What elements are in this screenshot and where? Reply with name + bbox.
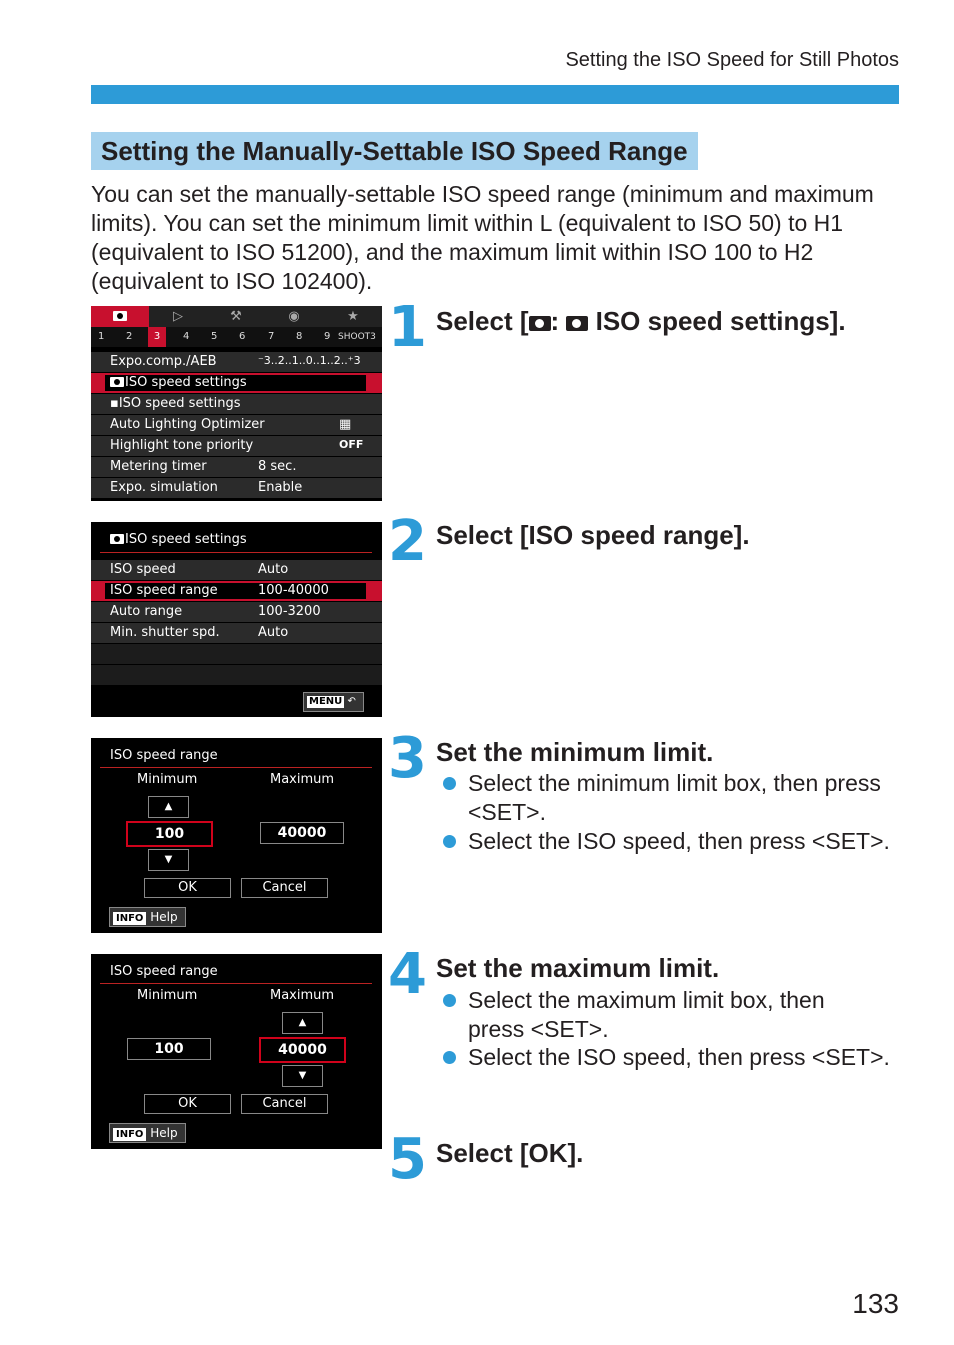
step-3-bullet: Select the minimum limit box, then press <SET>.	[443, 769, 903, 827]
menu-row-expo-comp[interactable]	[91, 352, 382, 373]
running-header: Setting the ISO Speed for Still Photos	[565, 49, 899, 71]
camera-icon	[566, 316, 588, 331]
movie-icon: ▪	[110, 396, 119, 411]
step-2-heading: Select [ISO speed range].	[436, 520, 750, 550]
section-title: Setting the Manually-Settable ISO Speed Range	[91, 132, 698, 170]
bullet-icon	[443, 1051, 456, 1064]
page-num[interactable]: 5	[211, 331, 218, 342]
max-value-box[interactable]: 40000	[259, 1037, 346, 1063]
row-label: ▪ISO speed settings	[110, 396, 241, 411]
star-tab-icon[interactable]: ★	[347, 309, 359, 324]
row-value: Auto	[258, 562, 289, 577]
row-label: Expo.comp./AEB	[110, 354, 217, 369]
row-value: ⁻3..2..1..0..1..2..⁺3	[258, 354, 361, 367]
cancel-button[interactable]: Cancel	[241, 1094, 328, 1114]
header-bar	[91, 85, 899, 104]
info-help-button[interactable]: INFO Help	[109, 907, 186, 927]
ok-button[interactable]: OK	[144, 878, 231, 898]
step-4-bullet: Select the ISO speed, then press <SET>.	[443, 1043, 903, 1101]
bullet-icon	[443, 835, 456, 848]
row-label: Expo. simulation	[110, 480, 218, 495]
max-up-arrow-icon[interactable]: ▲	[282, 1012, 323, 1034]
row-value: Enable	[258, 480, 303, 495]
step-4-bullet: Select the maximum limit box, then press <SET>.	[443, 986, 903, 1044]
minimum-label: Minimum	[137, 988, 198, 1003]
menu-row-movie-iso-settings[interactable]	[91, 394, 382, 415]
row-value: OFF	[339, 438, 364, 451]
row-value: 8 sec.	[258, 459, 297, 474]
step-5-heading: Select [OK].	[436, 1138, 584, 1168]
step-3-bullet: Select the ISO speed, then press <SET>.	[443, 827, 903, 885]
menu-tab-row	[91, 306, 382, 327]
bullet-icon	[443, 777, 456, 790]
step-number-2: 2	[388, 509, 427, 574]
page-num[interactable]: 1	[98, 331, 105, 342]
bullet-icon	[443, 994, 456, 1007]
title-divider	[100, 767, 372, 768]
alo-icon: ▦	[339, 417, 352, 432]
step-number-5: 5	[388, 1127, 427, 1192]
screen-iso-speed-settings	[91, 522, 382, 717]
step-number-3: 3	[388, 726, 427, 791]
menu-row-auto-range[interactable]	[91, 602, 382, 623]
maximum-label: Maximum	[270, 772, 335, 787]
row-label: ISO speed	[110, 562, 176, 577]
cancel-button[interactable]: Cancel	[241, 878, 328, 898]
page-num[interactable]: 7	[268, 331, 275, 342]
ok-button[interactable]: OK	[144, 1094, 231, 1114]
menu-row-empty	[91, 665, 382, 686]
row-value: 100-3200	[258, 604, 321, 619]
max-down-arrow-icon[interactable]: ▼	[282, 1065, 323, 1087]
row-label: Min. shutter spd.	[110, 625, 220, 640]
min-value-box[interactable]: 100	[126, 821, 213, 847]
page-label: SHOOT3	[338, 332, 376, 342]
menu-row-empty	[91, 644, 382, 665]
menu-page-numbers	[91, 327, 382, 347]
row-value: Auto	[258, 625, 289, 640]
back-arrow-icon: ↶	[347, 696, 356, 707]
page-num[interactable]: 2	[126, 331, 133, 342]
screen-iso-range-min	[91, 738, 382, 933]
menu-row-iso-speed-range-selected[interactable]	[91, 581, 382, 602]
menu-row-iso-speed[interactable]	[91, 560, 382, 581]
step-4-heading: Set the maximum limit.	[436, 953, 720, 983]
row-label: ISO speed range	[110, 583, 218, 598]
camera-icon	[110, 377, 124, 387]
min-up-arrow-icon[interactable]: ▲	[148, 796, 189, 818]
screen-title: ISO speed range	[110, 964, 218, 979]
max-value-box[interactable]: 40000	[260, 822, 344, 844]
menu-row-min-shutter[interactable]	[91, 623, 382, 644]
row-label: Auto range	[110, 604, 183, 619]
row-value: 100-40000	[258, 583, 329, 598]
page-number: 133	[852, 1288, 899, 1319]
row-label: Auto Lighting Optimizer	[110, 417, 265, 432]
camera-icon	[110, 534, 124, 544]
row-label: Highlight tone priority	[110, 438, 254, 453]
menu-row-highlight-tone[interactable]	[91, 436, 382, 457]
page-num[interactable]: 8	[296, 331, 303, 342]
maximum-label: Maximum	[270, 988, 335, 1003]
menu-back-button[interactable]: MENU ↶	[303, 692, 364, 712]
menu-row-metering-timer[interactable]	[91, 457, 382, 478]
title-divider	[100, 983, 372, 984]
screen-title: ISO speed range	[110, 748, 218, 763]
camera-icon	[529, 316, 551, 331]
step-1-heading: Select [ : ISO speed settings].	[436, 306, 846, 336]
intro-paragraph: You can set the manually-settable ISO speed range (minimum and maximum limits). You can set the minimum limit within L (equivalent to ISO 50) to H1 (equivalent to ISO 51200), and the maximum limit within ISO 100 to H2 (equivalent to ISO 102400).	[91, 181, 874, 294]
info-help-button[interactable]: INFO Help	[109, 1123, 186, 1143]
menu-row-auto-lighting[interactable]	[91, 415, 382, 436]
menu-row-expo-simulation[interactable]	[91, 478, 382, 499]
custom-tab-icon[interactable]: ◉	[288, 309, 300, 324]
row-label: Metering timer	[110, 459, 207, 474]
step-3-heading: Set the minimum limit.	[436, 737, 714, 767]
page-num[interactable]: 4	[183, 331, 190, 342]
menu-row-iso-speed-settings-selected[interactable]	[91, 373, 382, 394]
min-down-arrow-icon[interactable]: ▼	[148, 849, 189, 871]
screen-title: ISO speed settings	[110, 532, 247, 547]
row-label: ISO speed settings	[110, 375, 247, 390]
camera-tab-icon[interactable]	[91, 306, 149, 327]
play-tab-icon[interactable]: ▷	[173, 309, 183, 324]
page-num[interactable]: 6	[239, 331, 246, 342]
min-value-box[interactable]: 100	[127, 1038, 211, 1060]
minimum-label: Minimum	[137, 772, 198, 787]
wrench-tab-icon[interactable]: ⚒	[230, 309, 242, 324]
page-num-active[interactable]: 3	[148, 327, 166, 347]
page-num[interactable]: 9	[324, 331, 331, 342]
title-divider	[100, 552, 372, 553]
step-number-1: 1	[388, 295, 427, 360]
step-number-4: 4	[388, 942, 427, 1007]
screen-iso-range-max	[91, 954, 382, 1149]
screen-shoot3-menu	[91, 306, 382, 501]
